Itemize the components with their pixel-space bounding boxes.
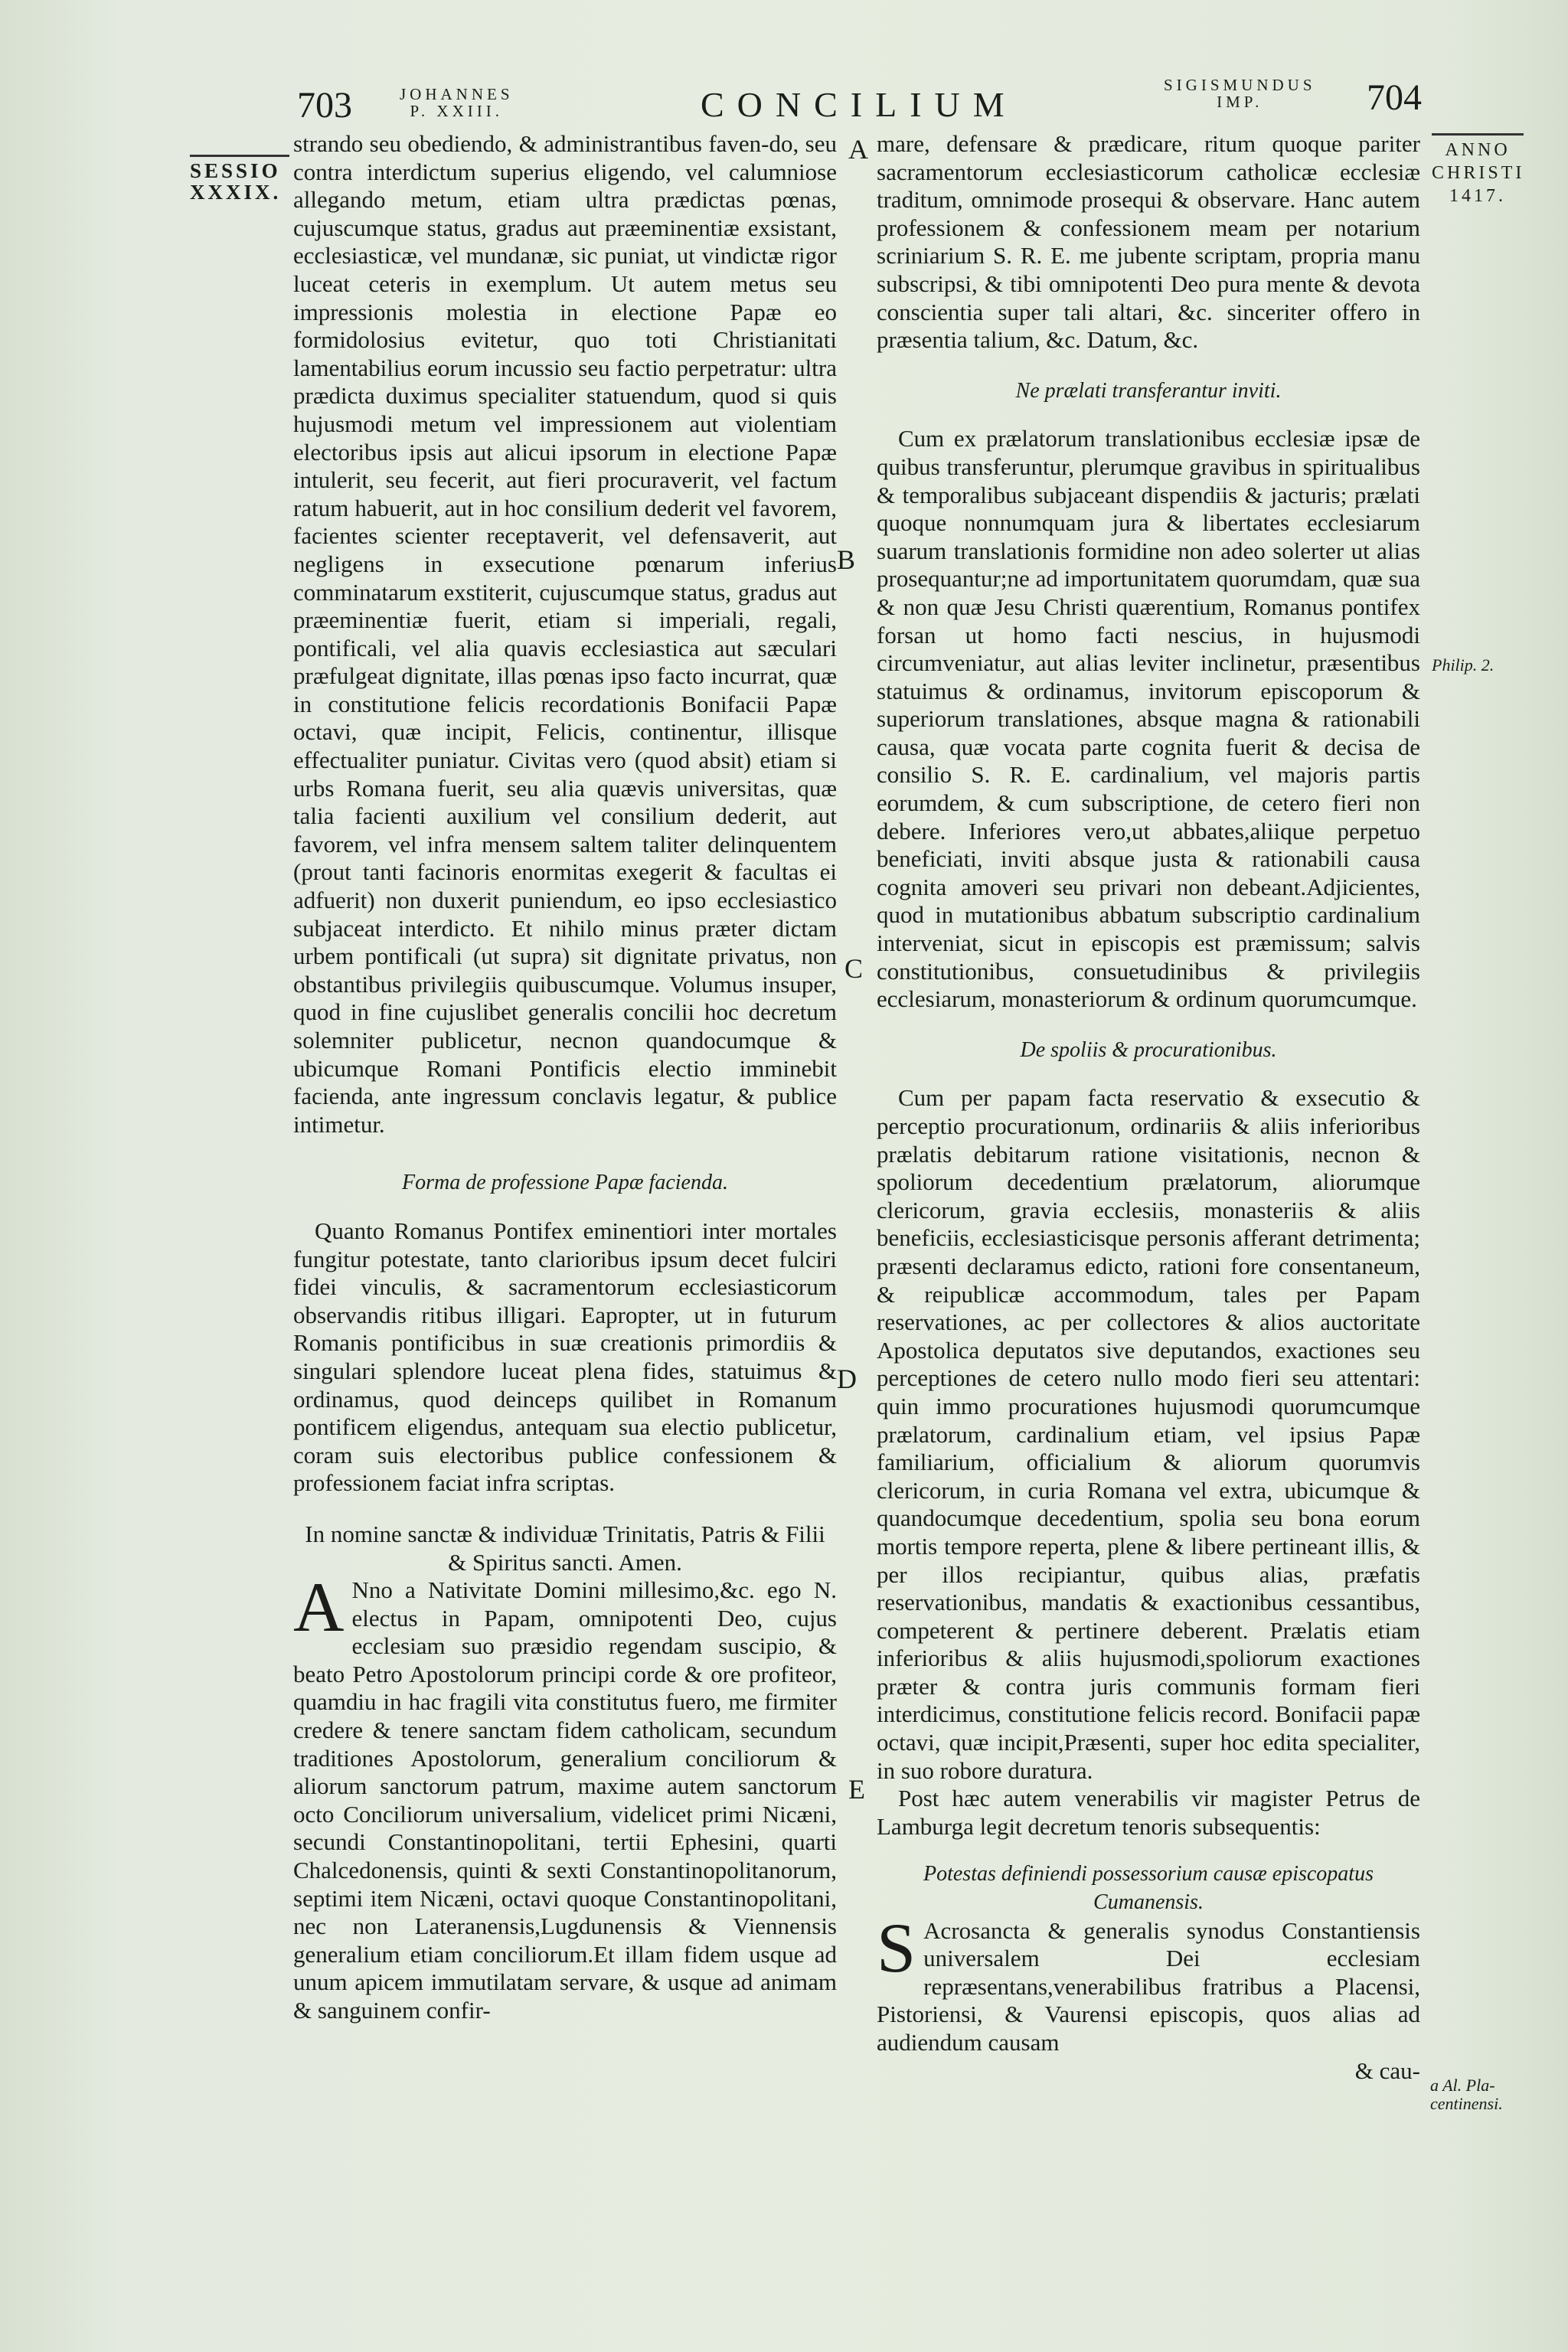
drop-cap-s: S [877,1908,916,1987]
invocation: In nomine sanctæ & individuæ Trinitatis, Patris & Filii & Spiritus sancti. Amen. [305,1520,825,1576]
right-column [877,130,1420,2085]
section-letter-c: C [844,953,864,984]
heading-ne-praelati: Ne prælati transferantur inviti. [1015,378,1282,403]
year-label: 1417. [1449,186,1506,206]
right-paragraph-5 [877,1908,1420,2057]
anno-label: ANNO [1445,140,1511,160]
decree-text: Acrosancta & generalis synodus Constantiensis universalem Dei ecclesiam repræsentans,venerabilibus fratribus a Placensi, Pistoriensi, & Vaurensi episcopis, quos alias ad audiendum causam [877,1916,1420,2056]
margin-note-placentinensi [1430,2076,1503,2113]
heading-de-spoliis: De spoliis & procurationibus. [1020,1037,1277,1062]
right-paragraph-1: mare, defensare & prædicare, ritum quoque pariter sacramentorum ecclesiasticorum catholicæ ecclesiæ traditum, omnimode prosequi & observare. Hanc autem professionem & confessionem meam per notarium scriniarium S. R. E. me jubente scriptam, propria manu subscripsi, & tibi omnipotenti Deo pura mente & devota conscientia super tali altari, &c. sinceriter offero in præsentia talium, &c. Datum, &c. [877,130,1420,354]
margin-anno-christi [1432,133,1524,207]
right-paragraph-4: Post hæc autem venerabilis vir magister Petrus de Lamburga legit decretum tenoris subsequentis: [877,1785,1420,1840]
page-number-right: 704 [1367,77,1422,118]
margin-sessio [190,155,289,203]
running-head-right-line1: SIGISMUNDUS [1164,76,1316,94]
running-head-right-line2: IMP. [1217,93,1263,111]
heading-potestas: Potestas definiendi possessorium causæ episcopatus Cumanensis. [923,1862,1374,1915]
running-head-left-line2: P. XXIII. [410,102,503,120]
running-head-left [400,86,514,119]
page-number-left: 703 [297,85,352,126]
heading-forma-professione: Forma de professione Papæ facienda. [402,1171,728,1195]
sessio-label: SESSIO [190,159,281,182]
left-column [293,130,837,2025]
right-paragraph-3: Cum per papam facta reservatio & exsecutio & perceptio procurationum, ordinariis & aliis inferioribus prælatis debitarum ratione visitationis, necnon & spoliorum decedentium prælatorum, aliorumque clericorum, gravia ecclesiis, monasteriis & aliis beneficiis, ecclesiasticisque personis afferant detrimenta; præsenti declaramus edicto, rationi fore consentaneum, & reipublicæ accommodum, tales per Papam reservationes, ac per collectores & alios auctoritate Apostolica deputatos sive deputandos, exactiones seu perceptiones de cetero nullo modo fieri seu attentari: quin immo procurationes hujusmodi quorumcumque prælatorum, cardinalium etiam, vel ipsius Papæ familiarium, officialium & aliorum quorumvis clericorum, in curia Romana vel extra, ubicumque & quandocumque decedentium, spolia seu bona eorum mortis tempore reperta, plene & libere pertineant illis, & per illos recipiantur, quibus alias, præfatis reservationibus, mandatis & exactionibus cessantibus, competerent & pertinere deberent. Prælatis etiam inferioribus & aliis hujusmodi,spoliorum exactiones præter & contra juris communis formam fieri interdicimus, constitutione felicis record. Bonifacii papæ octavi, quæ incipit,Præsenti, super hoc edita specialiter, in suo robore duratura. [877,1084,1420,1784]
left-paragraph-2: Quanto Romanus Pontifex eminentiori inter mortales fungitur potestate, tanto clarioribus ipsum decet fulciri fidei vinculis, & sacramentorum ecclesiasticorum observandis ritibus illigari. Eapropter, ut in futurum Romanis pontificibus in suæ creationis primordiis & singulari splendore luceat plena fides, statuimus & ordinamus, quod deinceps quilibet in Romanum pontificem eligendus, antequam sua electio publicetur, coram suis electoribus publice confessionem & professionem faciat infra scriptas. [293,1217,837,1497]
section-letter-e: E [848,1774,865,1805]
christi-label: CHRISTI [1432,163,1525,183]
section-letter-b: B [837,544,856,575]
running-head-left-line1: JOHANNES [400,85,514,103]
note-line2: centinensi. [1430,2094,1503,2113]
margin-note-philip: Philip. 2. [1432,655,1494,675]
running-head-right [1164,77,1316,110]
left-paragraph-1: strando seu obediendo, & administrantibus faven-do, seu contra interdictum superius eligendo, vel calumniose allegando metum, etiam ultra prædictas pœnas, cujuscumque status, gradus aut præeminentiæ exsistant, ecclesiasticæ, vel mundanæ, sic puniat, ut vindictæ rigor luceat ceteris in exemplum. Ut autem metus seu impressionis molestia in electione Papæ eo formidolosius evitetur, quo toti Christianitati lamentabilius eorum incussio seu factio perpetratur: ultra prædicta duximus specialiter statuendum, quod si quis hujusmodi metum vel impressionem aut violentiam electoribus ipsis aut alicui ipsorum in electione Papæ intulerit, seu fecerit, aut fieri procuraverit, vel factum ratum habuerit, aut in hoc consilium dederit vel favorem, facientes scienter receptaverit, vel defensaverit, aut negligens in exsecutione pœnarum inferius comminatarum exstiterit, cujuscumque status, gradus aut præeminentiæ fuerit, etiam si imperiali, regali, pontificali, vel alia quavis ecclesiastica aut sæculari præfulgeat dignitate, illas pœnas ipso facto incurrat, quæ in constitutione felicis recordationis Bonifacii Papæ octavi, quæ incipit, Felicis, continentur, illisque effectualiter puniatur. Civitas vero (quod absit) etiam si urbs Romana fuerit, seu alia quævis universitas, quæ talia facienti auxilium vel consilium dederit, aut favorem, vel infra mensem saltem taliter delinquentem (prout tanti facinoris enormitas exegerit & facultas ei adfuerit) non duxerit puniendum, eo ipso ecclesiastico subjaceat interdicto. Et nihilo minus præter dictam urbem pontificali (ut supra) sit dignitate privatus, non obstantibus privilegiis quibuscumque. Volumus insuper, quod in fine cujuslibet generalis concilii hoc decretum solemniter publicetur, necnon quandocumque & ubicumque Romani Pontificis electio imminebit facienda, ante ingressum conclavis legatur, & publice intimetur. [293,130,837,1138]
section-letter-a: A [848,134,868,165]
left-paragraph-3 [293,1568,837,2025]
professio-text: Nno a Nativitate Domini millesimo,&c. ego N. electus in Papam, omnipotenti Deo, cujus ecclesiam suo præsidio regendam suscipio, & beato Petro Apostolorum principi corde & ore profiteor, quamdiu in hac fragili vita constitutus fuero, me firmiter credere & tenere sanctam fidem catholicam, secundum traditiones Apostolorum, generalium conciliorum & aliorum sanctorum patrum, maxime autem sanctorum octo Conciliorum universalium, videlicet primi Nicæni, secundi Constantinopolitani, tertii Ephesini, quarti Chalcedonensis, quinti & sexti Constantinopolitanorum, septimi item Nicæni, octavi quoque Constantinopolitani, nec non Lateranensis,Lugdunensis & Viennensis generalium etiam conciliorum.Et illam fidem usque ad unum apicem immutilatam servare, & usque ad animam & sanguinem confir- [293,1576,837,2024]
right-paragraph-2: Cum ex prælatorum translationibus ecclesiæ ipsæ de quibus transferuntur, plerumque gravibus in spiritualibus & temporalibus subjaceant dispendiis & jacturis; prælati quoque nonnumquam jura & libertates ecclesiarum suarum translationis formidine non adeo solerter ut alias prosequantur;ne ad importunitatem quorumdam, quæ sua & non quæ Jesu Christi quærentium, Romanus pontifex forsan ut homo facti nescius, in hujusmodi circumveniatur, aut alias leviter inclinetur, præsentibus statuimus & ordinamus, invitorum episcoporum & superiorum translationes, absque magna & rationabili causa, quæ vocata parte cognita fuerit & decisa de consilio S. R. E. cardinalium, vel majoris partis eorumdem, & cum subscriptione, de cetero fieri non debere. Inferiores vero,ut abbates,aliique perpetuo beneficiati, inviti absque justa & rationabili causa cognita amoveri seu privari non debeant.Adjicientes, quod in mutationibus abbatum subscriptio cardinalium interveniat, sicut in episcopis est præmissum; salvis constitutionibus, consuetudinibus & privilegiis ecclesiarum, monasteriorum & ordinum quorumcumque. [877,425,1420,1013]
drop-cap-a: A [293,1568,345,1647]
note-line1: a Al. Pla- [1430,2076,1495,2095]
sessio-number: XXXIX. [190,181,282,204]
catchword: & cau- [1354,2056,1420,2084]
page-title: CONCILIUM [701,85,1018,124]
section-letter-d: D [837,1364,857,1394]
